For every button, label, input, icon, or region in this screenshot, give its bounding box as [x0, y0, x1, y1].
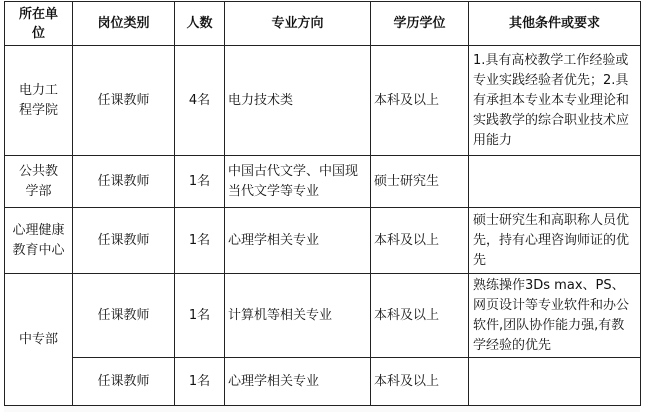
recruitment-table — [4, 1, 641, 406]
cell-degree: 本科及以上 — [371, 358, 469, 406]
cell-other — [469, 156, 641, 208]
table-row — [5, 208, 641, 274]
cell-count: 1名 — [175, 274, 225, 358]
cell-other: 熟练操作3Ds max、PS、网页设计等专业软件和办公软件,团队协作能力强,有教学经验的优先 — [469, 274, 641, 358]
table-header-row — [5, 2, 641, 46]
cell-degree: 硕士研究生 — [371, 156, 469, 208]
header-major: 专业方向 — [225, 2, 371, 46]
cell-major: 计算机等相关专业 — [225, 274, 371, 358]
cell-degree: 本科及以上 — [371, 274, 469, 358]
cell-unit: 中专部 — [5, 274, 73, 406]
cell-position: 任课教师 — [73, 358, 175, 406]
cell-other — [469, 358, 641, 406]
header-unit: 所在单位 — [5, 2, 73, 46]
cell-position: 任课教师 — [73, 46, 175, 156]
header-position: 岗位类别 — [73, 2, 175, 46]
cell-position: 任课教师 — [73, 156, 175, 208]
cell-degree: 本科及以上 — [371, 46, 469, 156]
cell-unit: 公共教学部 — [5, 156, 73, 208]
cell-position: 任课教师 — [73, 274, 175, 358]
header-count: 人数 — [175, 2, 225, 46]
cell-other: 硕士研究生和高职称人员优先，持有心理咨询师证的优先 — [469, 208, 641, 274]
cell-major: 心理学相关专业 — [225, 358, 371, 406]
table-row — [5, 358, 641, 406]
cell-count: 4名 — [175, 46, 225, 156]
header-degree: 学历学位 — [371, 2, 469, 46]
cell-major: 中国古代文学、中国现当代文学等专业 — [225, 156, 371, 208]
cell-other: 1.具有高校教学工作经验或专业实践经验者优先；2.具有承担本专业本专业理论和实践教学的综合职业技术应用能力 — [469, 46, 641, 156]
cell-major: 心理学相关专业 — [225, 208, 371, 274]
cell-major: 电力技术类 — [225, 46, 371, 156]
table-row — [5, 274, 641, 358]
table-row — [5, 46, 641, 156]
cell-unit: 电力工程学院 — [5, 46, 73, 156]
header-other: 其他条件或要求 — [469, 2, 641, 46]
cell-degree: 本科及以上 — [371, 208, 469, 274]
cell-position: 任课教师 — [73, 208, 175, 274]
cell-count: 1名 — [175, 208, 225, 274]
table-row — [5, 156, 641, 208]
cell-count: 1名 — [175, 358, 225, 406]
cell-count: 1名 — [175, 156, 225, 208]
page-bottom-edge — [4, 406, 640, 412]
cell-unit: 心理健康教育中心 — [5, 208, 73, 274]
